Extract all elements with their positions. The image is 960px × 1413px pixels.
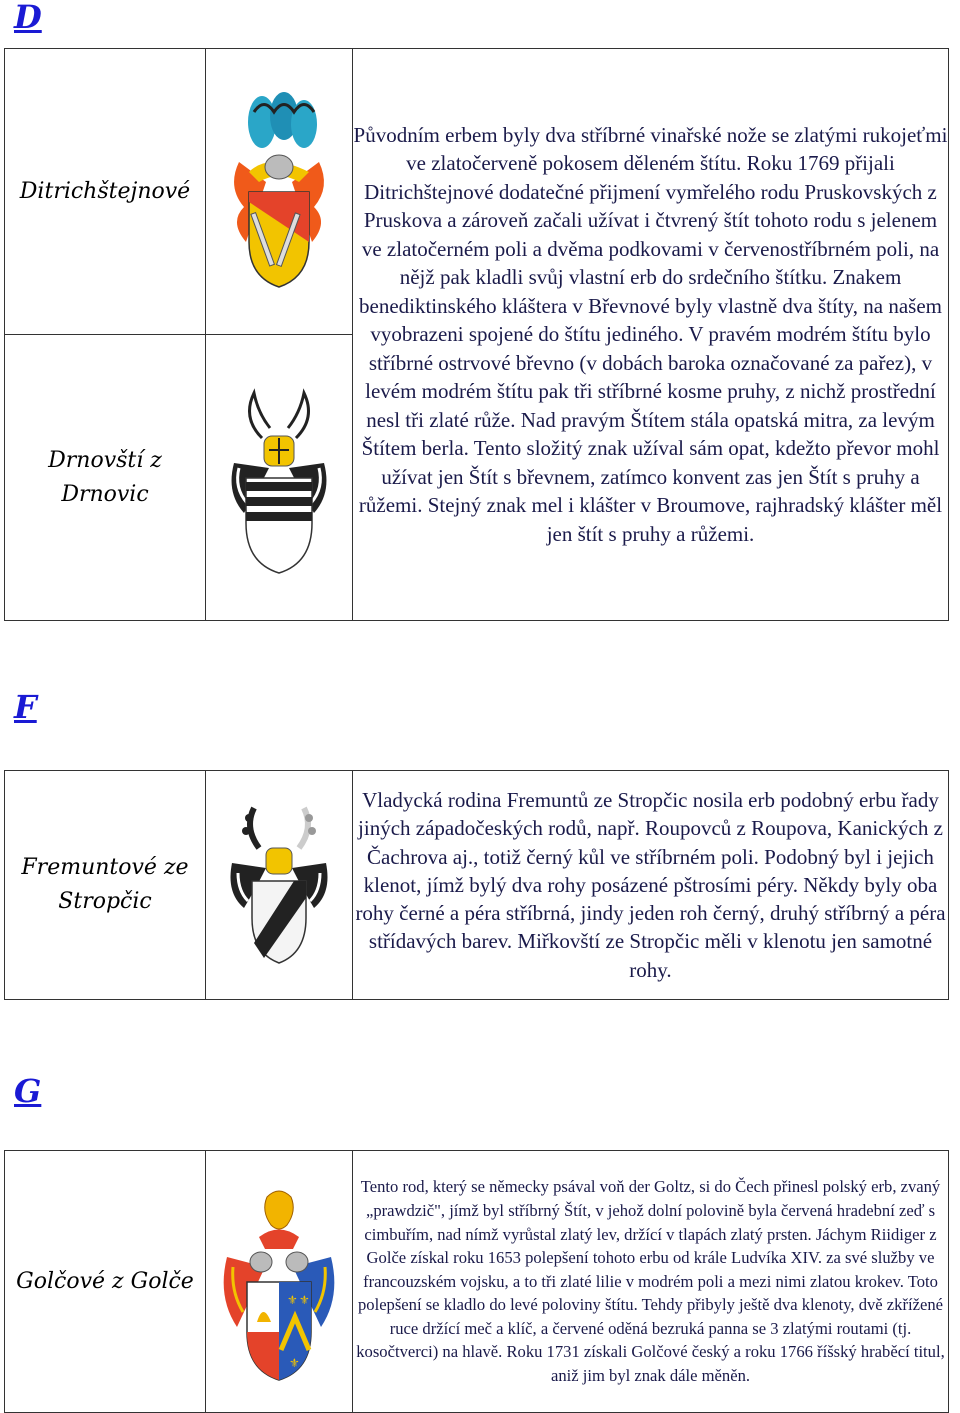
entry-description-f: Vladycká rodina Fremuntů ze Stropčic nosila erb podobný erbu řady jiných západočeských rodů, např. Roupovců z Roupova, Kanických z Čachrova aj., totiž černý kůl ve stříbrném poli. Podobný byl i jejich klenot, jímž bylý dva rohy posázené pštrosími péry. Někdy byly oba rohy černé a péra stříbrná, jindy jeden roh černý, druhý stříbrný a péra střídavých barev. Miřkovští ze Stropčic měli v klenotu jen samotné rohy. [353, 771, 949, 1000]
fremunt-coat-of-arms-icon [224, 803, 334, 968]
golc-coat-of-arms-icon [219, 1182, 339, 1382]
ditrichstejn-coat-of-arms-icon [224, 92, 334, 292]
entry-name-drnovsky: Drnovští z Drnovic [5, 335, 206, 621]
entry-image-cell [206, 335, 353, 621]
section-letter-d[interactable]: D [14, 0, 42, 36]
entry-description-g: Tento rod, který se německy psával voň der Goltz, si do Čech přinesl polský erb, zvaný „prawdzič", jímž byl stříbrný Štít, v jehož dolní polovině byla červená hradební zeď s cimbuřím, nad nímž vyrůstal zlatý lev, držící v tlapách zlatý prsten. Jáchym Riidiger z Golče získal roku 1653 polepšení tohoto erbu od krále Ludvíka XIV. za své služby ve francouzském vojsku, a to tři zlaté lilie v modrém poli a mezi nimi zlatou krokev. Toto polepšení se kladlo do levé poloviny štítu. Tehdy přibyly ještě dva klenoty, dvě zkřížené ruce držící meč a klíč, a červené oděná bezruká panna se 3 zlatými routami (tj. kosočtverci) na hlavě. Roku 1731 získali Golčové český a roku 1766 říšský hraběcí titul, aniž jim byl znak dále měněn. [353, 1151, 949, 1413]
section-letter-g[interactable]: G [14, 1072, 42, 1110]
entry-table-f [4, 770, 949, 1000]
svg-text:⚜: ⚜ [289, 1355, 300, 1370]
entry-table-d [4, 48, 949, 621]
entry-image-cell [206, 49, 353, 335]
entry-description-d: Původním erbem byly dva stříbrné vinařské nože se zlatými rukojeťmi ve zlatočerveně pokosem děleném štítu. Roku 1769 přijali Ditrichštejnové dodatečné přijmení vymřelého rodu Pruskovských z Pruskova a zároveň začali užívat i čtvrený štít tohoto rodu s jelenem ve zlatočerném poli a dvěma podkovami v červenostříbrném poli, na nějž pak kladli svůj vlastní erb do srdečního štítku. Znakem benediktinského kláštera v Břevnové byly vlastně dva štíty, na našem vyobrazeni spojené do štítu jediného. V pravém modrém štítu bylo stříbrné ostrvové břevno (v dobách baroka označované za pařez), v levém modrém štítu pak tři stříbrné kosme pruhy, z nichž prostřední nesl tři zlaté růže. Nad pravým Štítem stála opatská mitra, za levým Štítem berla. Tento složitý znak užíval sám opat, kdežto převor mohl užívat jen Štít s břevnem, zatímco konvent zas jen Štít s pruhy a růžemi. Stejný znak mel i klášter v Broumove, rajhradský klášter měl jen štít s pruhy a růžemi. [353, 49, 949, 621]
entry-image-cell [206, 1151, 353, 1413]
entry-table-g [4, 1150, 949, 1413]
entry-name-golc: Golčové z Golče [5, 1151, 206, 1413]
entry-name-fremunt: Fremuntové ze Stropčic [5, 771, 206, 1000]
entry-image-cell [206, 771, 353, 1000]
section-letter-f[interactable]: F [14, 688, 37, 726]
drnovsky-coat-of-arms-icon [224, 378, 334, 578]
svg-text:⚜: ⚜ [299, 1292, 310, 1307]
entry-name-ditrichstejn: Ditrichštejnové [5, 49, 206, 335]
svg-text:⚜: ⚜ [287, 1292, 298, 1307]
